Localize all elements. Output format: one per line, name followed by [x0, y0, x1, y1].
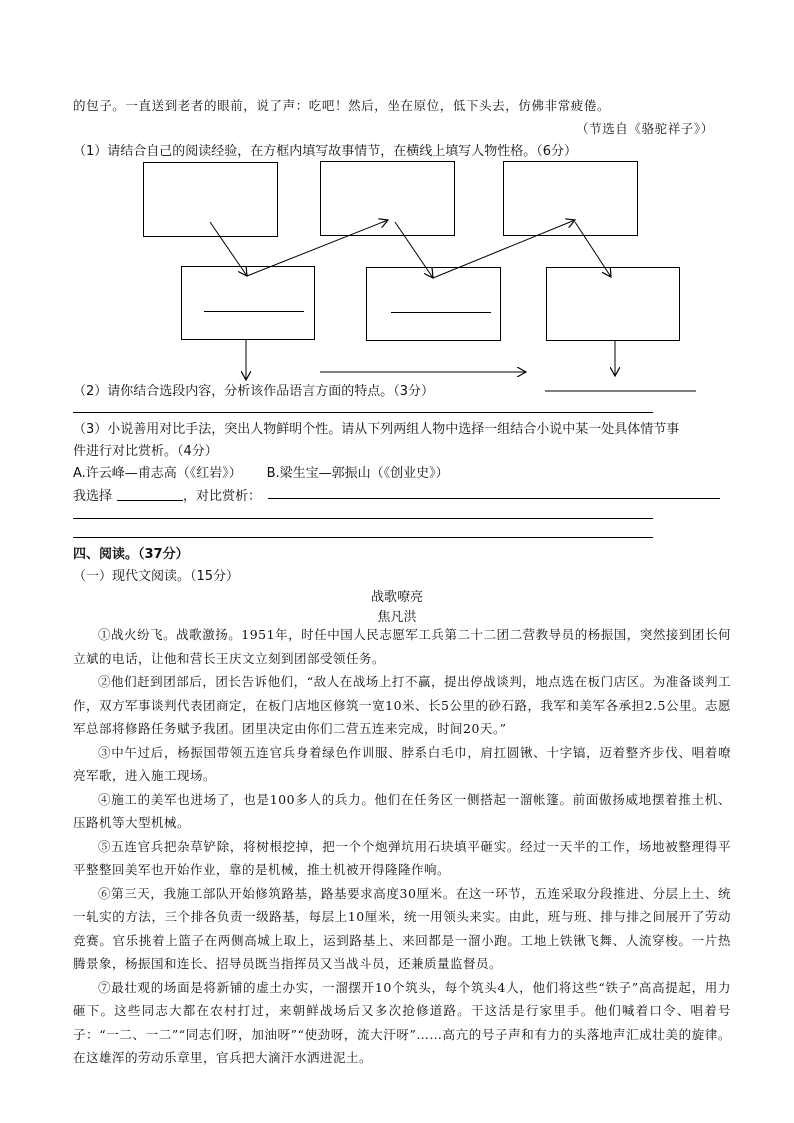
paragraph-4: ④施工的美军也进场了，也是100多人的兵力。他们在任务区一侧搭起一溜帐篷。前面傲扬威地摆着推土机、压路机等大型机械。 — [73, 791, 731, 830]
arrow-box3-to-char3 — [575, 222, 611, 277]
subsection-1-heading: （一）现代文阅读。（15分） — [73, 569, 240, 584]
excerpt-end: 的包子。一直送到老者的眼前，说了声：吃吧！然后，坐在原位，低下头去，仿佛非常疲倦。 — [73, 98, 611, 113]
question-2: （2）请你结合选段内容，分析该作品语言方面的特点。（3分） — [73, 384, 435, 399]
article-title: 战歌嘹亮 — [370, 590, 423, 605]
question-3-line2: 件进行对比赏析。（4分） — [73, 444, 218, 459]
excerpt-source: （节选自《骆驼祥子》） — [576, 121, 714, 136]
arrow-char2-to-box3 — [433, 220, 575, 278]
paragraph-7: ⑦最壮观的场面是将新铺的虚土办实，一溜摆开10个筑头，每个筑头4人，他们将这些“铁子”高高提起，用力砸下。这些同志大都在农村打过，来朝鲜战场后又多次抢修道路。干这活是行家里手。他们喊着口令、唱着号子：“一二、一二”“同志们呀，加油呀”“使劲呀，流大汗呀”……高亢的号子声和有力的头落地声汇成壮美的旋律。在这雄浑的劳动乐章里，官兵把大滴汗水洒进泥土。 — [73, 979, 731, 1065]
choose-label: 我选择 — [73, 489, 113, 504]
analysis-line-2[interactable] — [73, 518, 653, 519]
answer-line-q2[interactable] — [73, 412, 653, 413]
article-author: 焦凡洪 — [377, 610, 417, 625]
arrow-box1-to-char1 — [210, 222, 247, 276]
article-body — [73, 623, 731, 1070]
question-3-options: A.许云峰—甫志高（《红岩》） B.梁生宝—郭振山（《创业史》） — [73, 466, 449, 481]
section-4-heading: 四、阅读。（37分） — [73, 547, 189, 562]
choose-blank[interactable] — [117, 500, 183, 501]
paragraph-6: ⑥第三天，我施工部队开始修筑路基，路基要求高度30厘米。在这一环节，五连采取分段推进、分层上土、统一轧实的方法，三个排各负责一级路基，每层上10厘米，统一用领头来实。由此，班与班、排与排之间展开了劳动竞赛。官乐挑着上篮子在两侧高城上取上，运到路基上、来回都是一溜小跑。工地上铁锹飞舞、人流穿梭。一片热腾景象，杨振国和连长、招导员既当指挥员又当战斗员，还兼质量监督员。 — [73, 885, 731, 971]
paragraph-2: ②他们赶到团部后，团长告诉他们，“敌人在战场上打不赢，提出停战谈判，地点选在板门店区。为准备谈判工作，双方军事谈判代表团商定，在板门店地区修筑一宽10米、长5公里的砂石路，我军和美军各承担2.5公里。志愿军总部将修路任务赋予我团。团里决定由你们二营五连来完成，时间20天。” — [73, 674, 731, 736]
analysis-line-1[interactable] — [268, 498, 720, 499]
paragraph-1: ①战火纷飞。战歌激扬。1951年，时任中国人民志愿军工兵第二十二团二营教导员的杨振国，突然接到团长何立斌的电话，让他和营长王庆文立刻到团部受领任务。 — [73, 627, 731, 666]
paragraph-3: ③中午过后，杨振国带领五连官兵身着绿色作训服、脖系白毛巾，肩扛圆锹、十字镐，迈着整齐步伐、唱着嘹亮军歌，进入施工现场。 — [73, 744, 731, 783]
question-1: （1）请结合自己的阅读经验，在方框内填写故事情节，在横线上填写人物性格。（6分） — [73, 144, 578, 159]
paragraph-5: ⑤五连官兵把杂草铲除，将树根挖掉，把一个个炮弹坑用石块填平砸实。经过一天半的工作，场地被整理得平平整整回美军也开始作业，靠的是机械，推土机被开得隆隆作响。 — [73, 838, 731, 877]
analysis-label: ，对比赏析： — [183, 489, 262, 504]
analysis-line-3[interactable] — [73, 537, 653, 538]
arrow-char1-to-box2 — [247, 220, 388, 276]
arrow-box2-to-char2 — [395, 222, 433, 278]
question-3-line1: （3）小说善用对比手法，突出人物鲜明个性。请从下列两组人物中选择一组结合小说中某一处具体情节事 — [73, 422, 680, 437]
